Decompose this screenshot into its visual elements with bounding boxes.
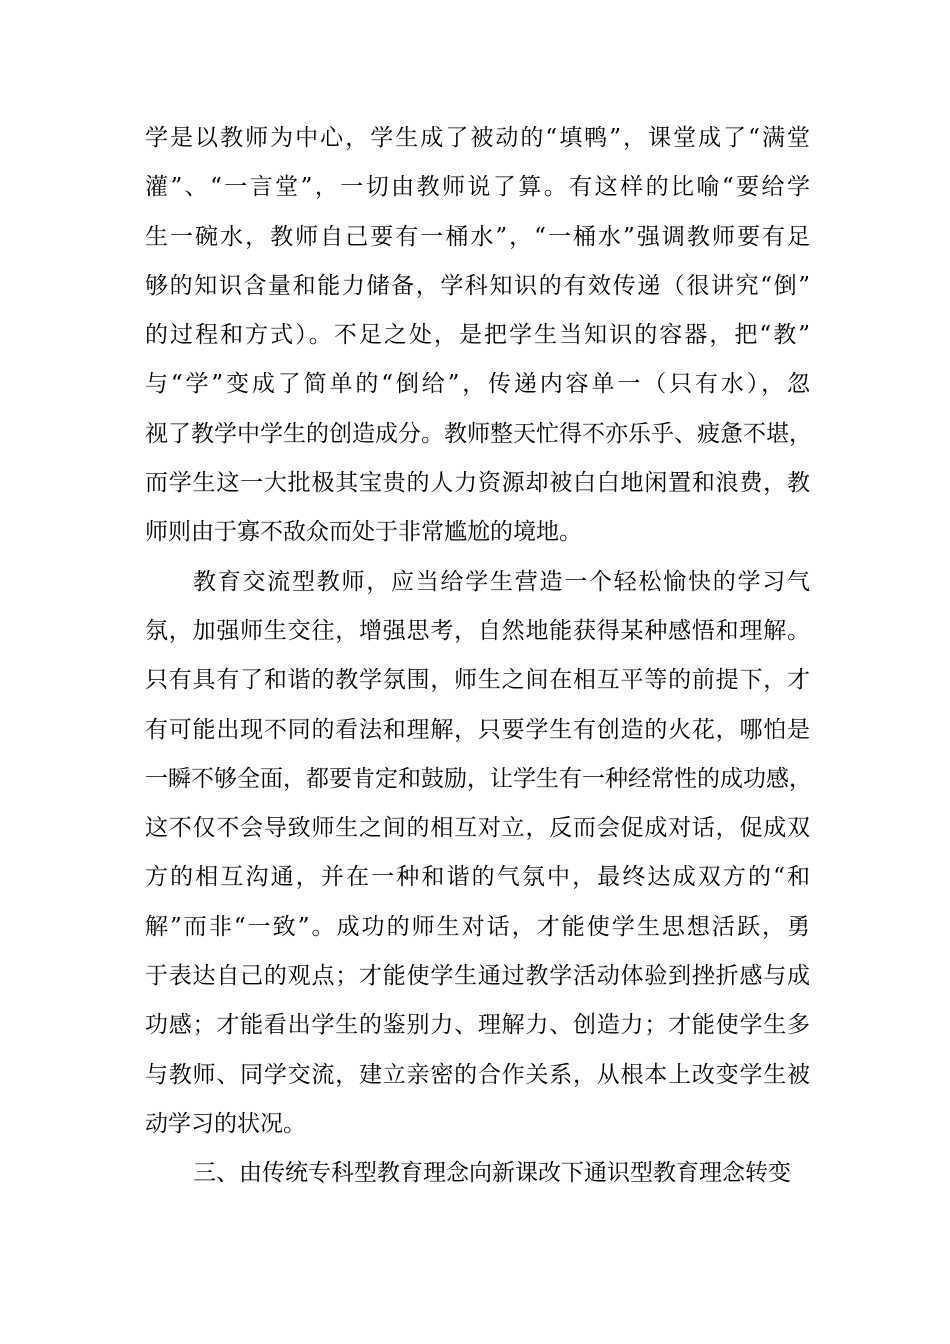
text-line: 的过程和方式）。不足之处，是把学生当知识的容器，把“教” (145, 322, 810, 349)
text-line: 有可能出现不同的看法和理解，只要学生有创造的火花，哪怕是 (145, 716, 810, 743)
body-text (145, 114, 810, 1199)
text-line: 学是以教师为中心，学生成了被动的“填鸭”，课堂成了“满堂 (145, 125, 810, 151)
text-line: 动学习的状况。 (145, 1110, 306, 1137)
text-line: 氛，加强师生交往，增强思考，自然地能获得某种感悟和理解。 (145, 617, 810, 644)
text-line: 生一碗水，教师自己要有一桶水”，“一桶水”强调教师要有足 (145, 223, 810, 250)
section-heading: 三、由传统专科型教育理念向新课改下通识型教育理念转变 (193, 1160, 791, 1187)
text-line: 这不仅不会导致师生之间的相互对立，反而会促成对话，促成双 (145, 815, 810, 842)
text-line: 灌”、“一言堂”，一切由教师说了算。有这样的比喻“要给学 (145, 174, 810, 201)
text-line: 方的相互沟通，并在一种和谐的气氛中，最终达成双方的“和 (145, 864, 810, 891)
text-line: 只有具有了和谐的教学氛围，师生之间在相互平等的前提下，才 (145, 667, 810, 694)
text-line: 解”而非“一致”。成功的师生对话，才能使学生思想活跃，勇 (145, 913, 810, 940)
text-line: 视了教学中学生的创造成分。教师整天忙得不亦乐乎、疲惫不堪， (145, 420, 812, 447)
text-line: 师则由于寡不敌众而处于非常尴尬的境地。 (145, 519, 582, 546)
text-line: 与“学”变成了简单的“倒给”，传递内容单一（只有水），忽 (145, 371, 810, 398)
text-line: 与教师、同学交流，建立亲密的合作关系，从根本上改变学生被 (145, 1061, 810, 1088)
text-line: 于表达自己的观点；才能使学生通过教学活动体验到挫折感与成 (145, 963, 810, 990)
text-line: 够的知识含量和能力储备，学科知识的有效传递（很讲究“倒” (145, 272, 810, 299)
text-line: 一瞬不够全面，都要肯定和鼓励，让学生有一种经常性的成功感， (145, 765, 812, 792)
text-line: 而学生这一大批极其宝贵的人力资源却被白白地闲置和浪费，教 (145, 470, 810, 497)
text-line: 功感；才能看出学生的鉴别力、理解力、创造力；才能使学生多 (145, 1012, 810, 1039)
paragraph-first-line: 教育交流型教师，应当给学生营造一个轻松愉快的学习气 (193, 568, 810, 595)
